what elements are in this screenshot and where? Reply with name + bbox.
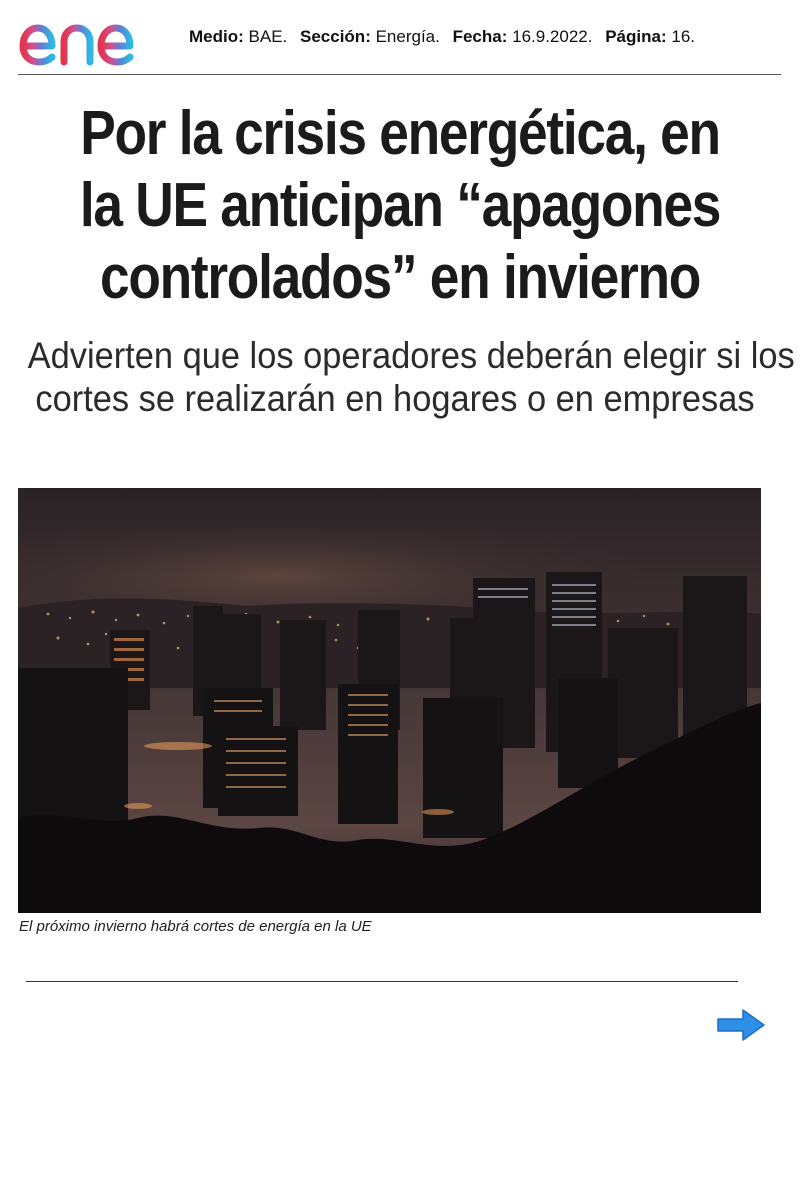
medio-value: BAE.: [248, 27, 288, 46]
headline-line: la UE anticipan “apagones: [79, 171, 721, 240]
photo-caption: El próximo invierno habrá cortes de energía en la UE: [19, 918, 372, 935]
headline-line: Por la crisis energética, en: [80, 99, 720, 168]
enel-logo: [18, 8, 170, 68]
seccion-label: Sección:: [300, 27, 371, 46]
pagina-label: Página:: [605, 27, 667, 46]
fecha-label: Fecha:: [452, 27, 508, 46]
headline-line: controlados” en invierno: [99, 243, 701, 312]
fecha-value: 16.9.2022.: [512, 27, 593, 46]
header-divider: [18, 74, 781, 75]
seccion-value: Energía.: [375, 27, 440, 46]
medio-label: Medio:: [189, 27, 244, 46]
subhead-line: cortes se realizarán en hogares o en empresas: [35, 378, 755, 419]
bottom-divider: [26, 981, 738, 982]
subhead-line: Advierten que los operadores deberán elegir si los: [27, 335, 795, 376]
clipping-header: [0, 0, 800, 76]
next-page-button[interactable]: [715, 1007, 767, 1043]
clipping-meta: [189, 27, 695, 47]
article-subhead: [27, 334, 795, 420]
pagina-value: 16.: [671, 27, 695, 46]
article-headline: [56, 98, 744, 314]
right-arrow-icon: [715, 1007, 767, 1043]
article-photo: [18, 488, 761, 913]
